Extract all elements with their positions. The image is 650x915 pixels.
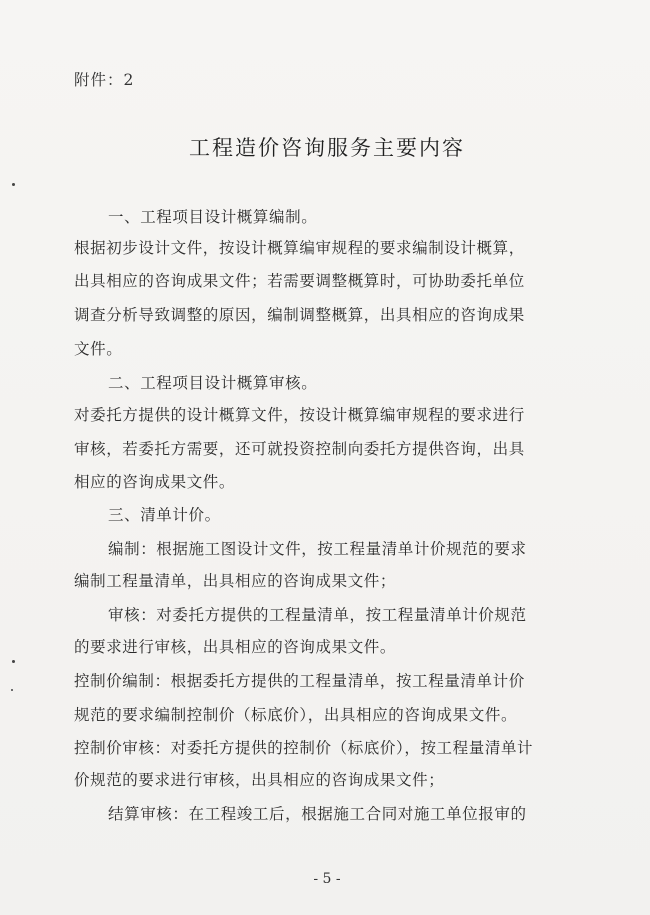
paragraph-line: 编制：根据施工图设计文件，按工程量清单计价规范的要求: [108, 540, 527, 558]
paragraph-line: 文件。: [74, 340, 123, 358]
paragraph-line: 审核：对委托方提供的工程量清单，按工程量清单计价规范: [108, 606, 527, 624]
paragraph-line: 根据初步设计文件，按设计概算编审规程的要求编制设计概算，: [74, 239, 525, 257]
paragraph-line: 价规范的要求进行审核，出具相应的咨询成果文件；: [74, 771, 445, 789]
section-heading: 一、工程项目设计概算编制。: [108, 208, 318, 226]
document-title: 工程造价咨询服务主要内容: [189, 136, 465, 160]
paragraph-line: 规范的要求编制控制价（标底价），出具相应的咨询成果文件。: [74, 706, 518, 724]
paragraph-line: 出具相应的咨询成果文件；若需要调整概算时，可协助委托单位: [74, 272, 525, 290]
paragraph-line: 相应的咨询成果文件。: [74, 473, 236, 491]
paragraph-line: 结算审核：在工程竣工后，根据施工合同对施工单位报审的: [108, 805, 527, 823]
section-heading: 二、工程项目设计概算审核。: [108, 374, 318, 392]
paragraph-line: 审核，若委托方需要，还可就投资控制向委托方提供咨询，出具: [74, 440, 525, 458]
paragraph-line: 编制工程量清单，出具相应的咨询成果文件；: [74, 572, 397, 590]
paragraph-line: 控制价编制：根据委托方提供的工程量清单，按工程量清单计价: [74, 672, 525, 690]
attachment-label: 附件：2: [74, 71, 135, 89]
paragraph-line: 控制价审核：对委托方提供的控制价（标底价），按工程量清单计: [74, 739, 534, 757]
paragraph-line: 调查分析导致调整的原因，编制调整概算，出具相应的咨询成果: [74, 306, 525, 324]
section-heading: 三、清单计价。: [108, 506, 221, 524]
page-number: - 5 -: [313, 871, 341, 887]
scan-speck: [12, 660, 15, 663]
paragraph-line: 对委托方提供的设计概算文件，按设计概算编审规程的要求进行: [74, 406, 525, 424]
scan-speck: [11, 689, 13, 691]
scan-speck: [12, 183, 15, 186]
paragraph-line: 的要求进行审核，出具相应的咨询成果文件。: [74, 638, 397, 656]
